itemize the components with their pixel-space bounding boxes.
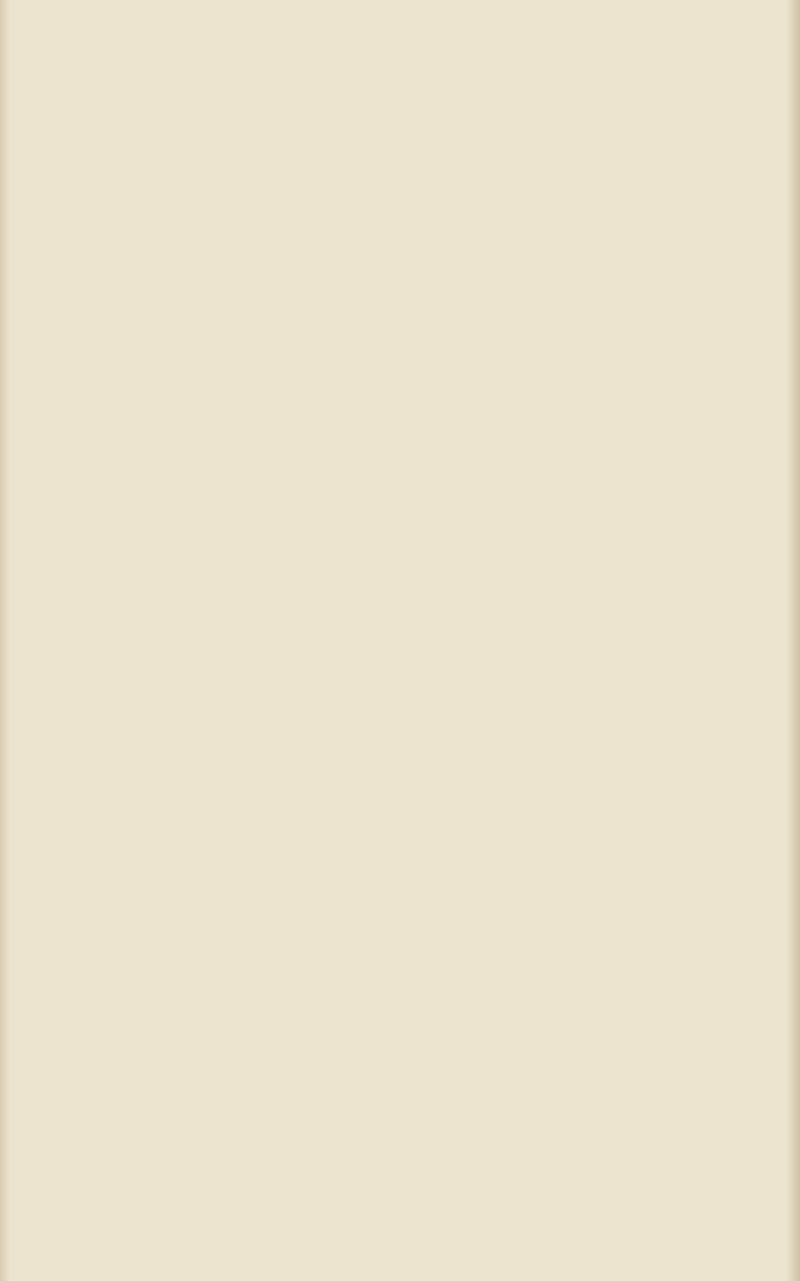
page-right-edge [786, 0, 800, 1281]
page-left-edge [0, 0, 10, 1281]
